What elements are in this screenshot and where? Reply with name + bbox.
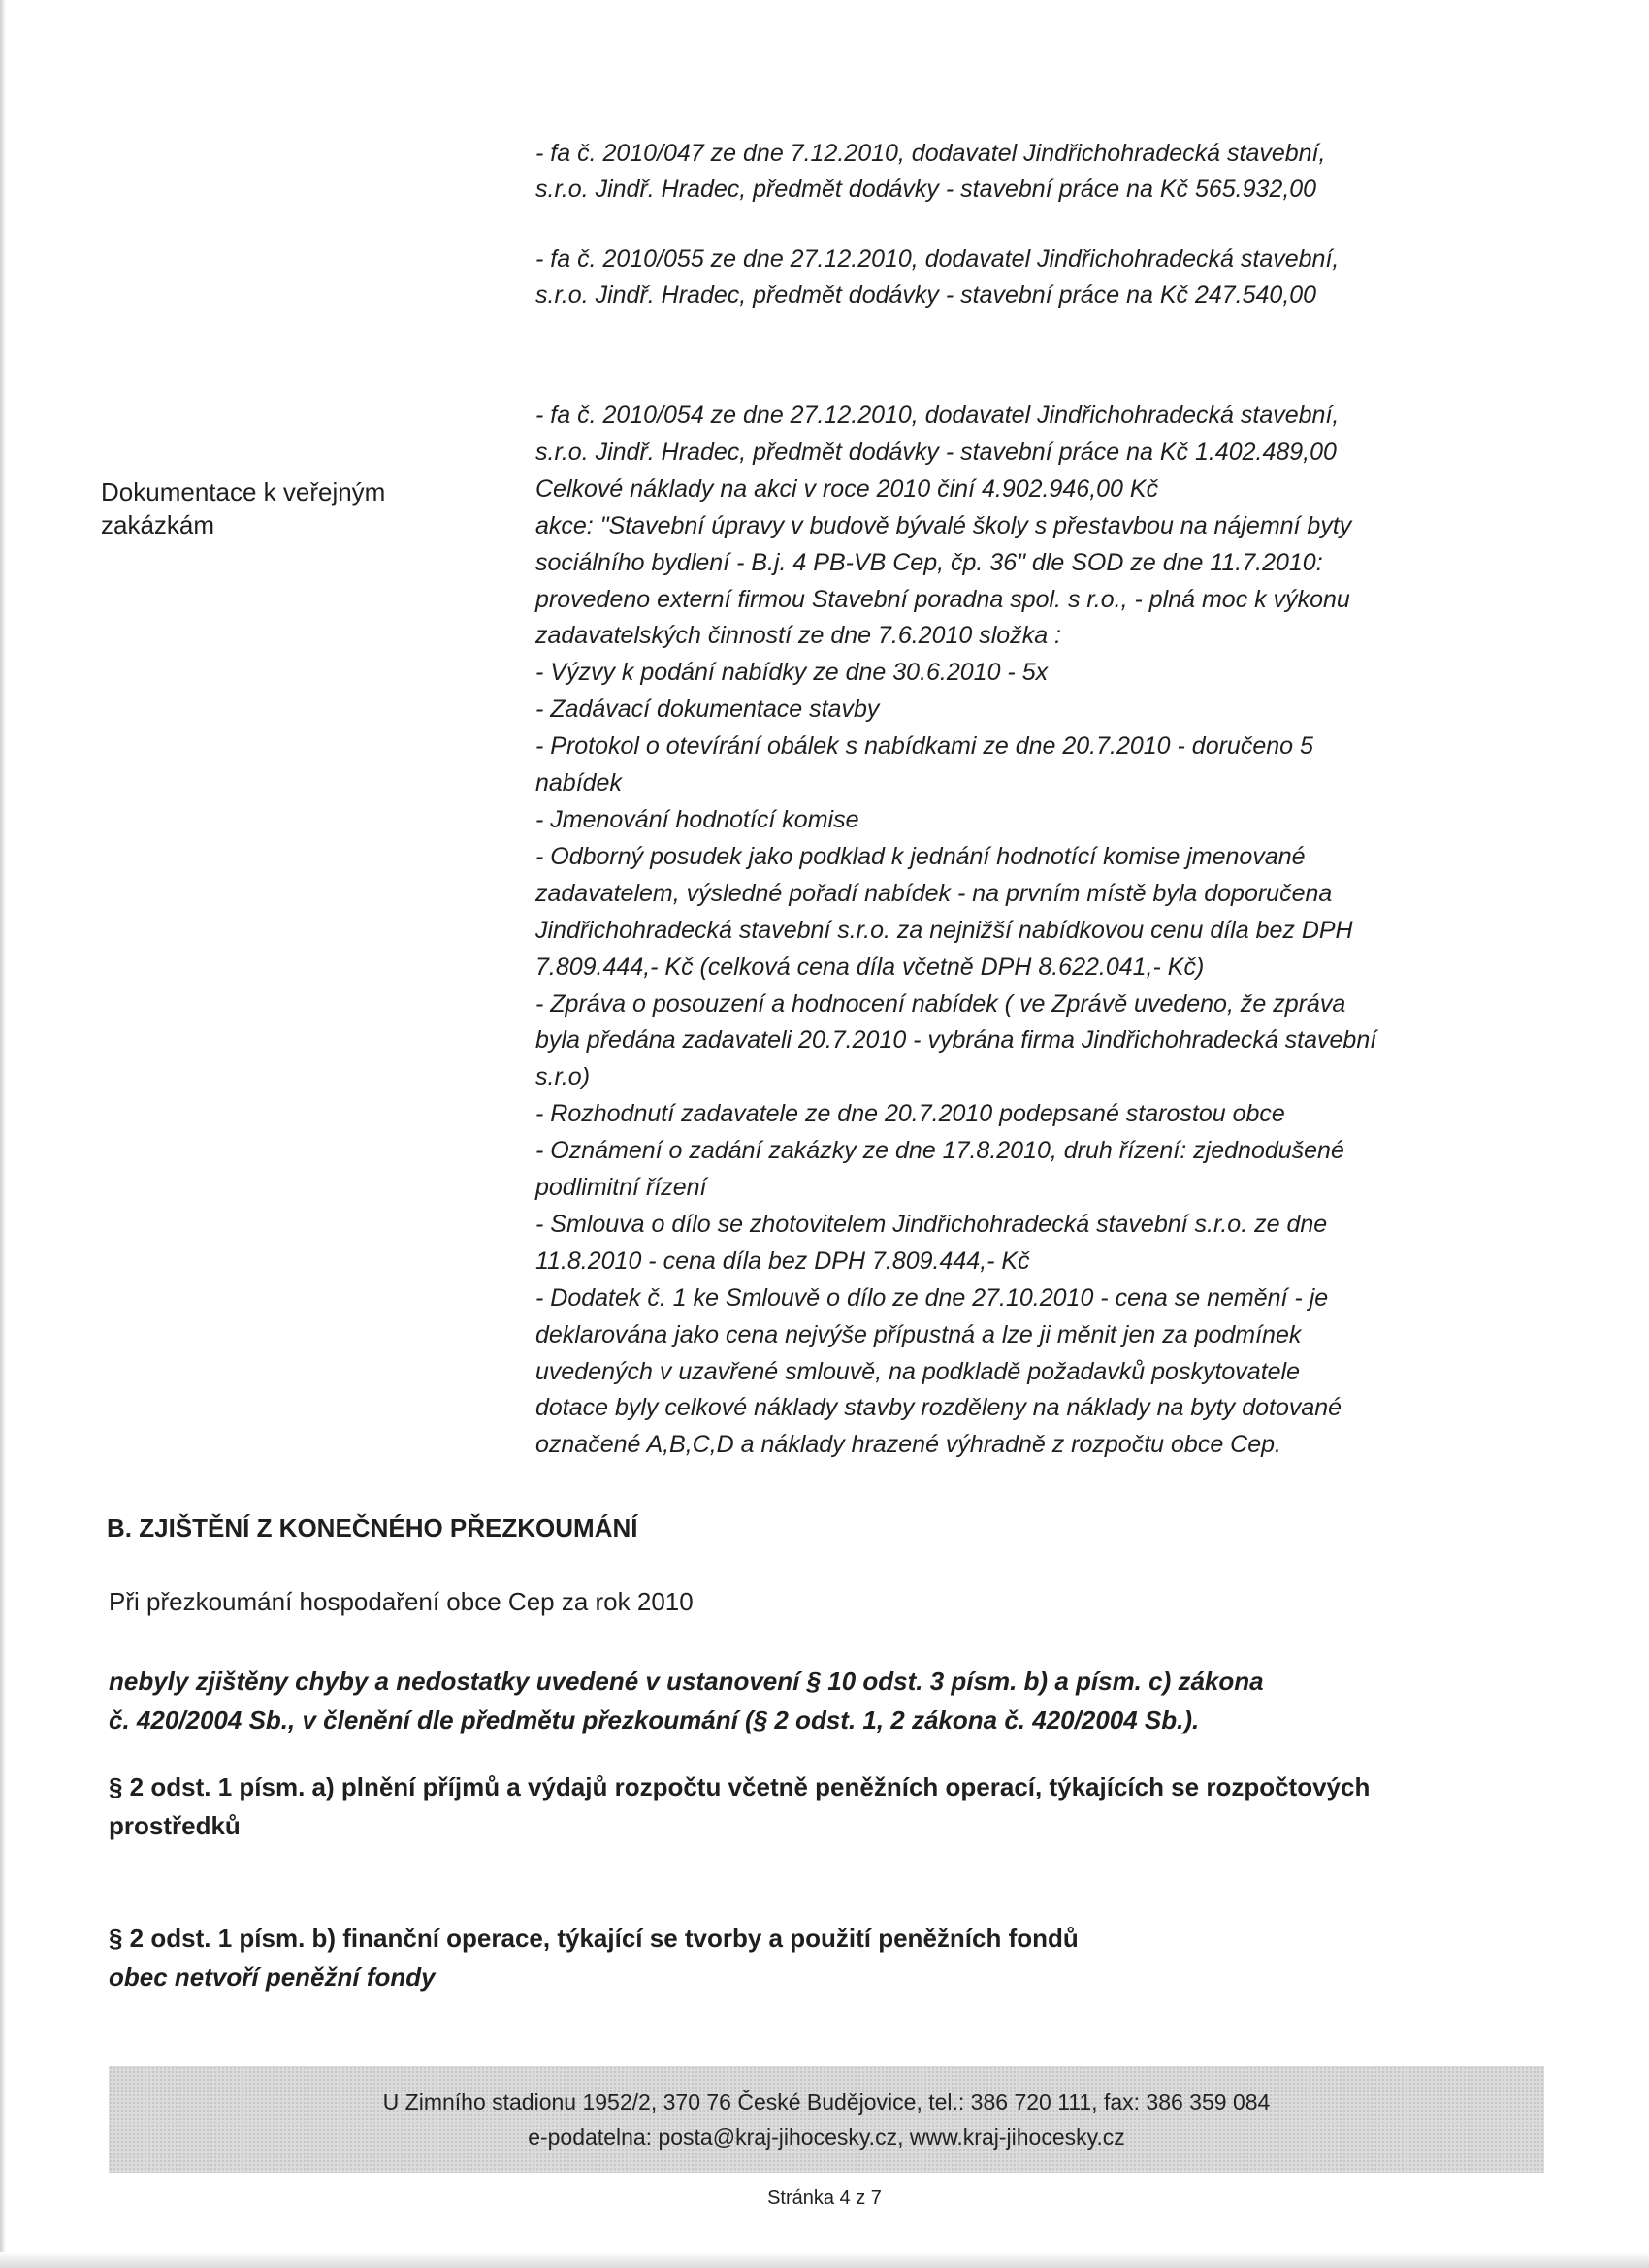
footer-band [109,2066,1544,2173]
scan-edge-left [0,0,6,2268]
procurement-documentation-text [535,398,1486,1464]
detail-line: - Oznámení o zadání zakázky ze dne 17.8.2010, druh řízení: zjednodušené [535,1137,1344,1165]
detail-line: - Jmenování hodnotící komise [535,805,859,833]
finding-line: č. 420/2004 Sb., v členění dle předmětu přezkoumání (§ 2 odst. 1, 2 zákona č. 420/2004 Sb.). [109,1705,1200,1734]
detail-line: sociálního bydlení - B.j. 4 PB-VB Cep, čp. 36" dle SOD ze dne 11.7.2010: [535,548,1323,576]
detail-line: provedeno externí firmou Stavební poradna spol. s r.o., - plná moc k výkonu [535,585,1350,613]
section-b-finding [109,1662,1486,1739]
section-label-line: Dokumentace k veřejným [101,477,386,506]
detail-line: - Smlouva o dílo se zhotovitelem Jindřichohradecká stavební s.r.o. ze dne [535,1210,1328,1238]
paragraph-title: § 2 odst. 1 písm. b) finanční operace, týkající se tvorby a použití peněžních fondů [109,1924,1079,1953]
detail-line: - Dodatek č. 1 ke Smlouvě o dílo ze dne 27.10.2010 - cena se nemění - je [535,1283,1329,1312]
invoice-entry [535,242,1486,313]
detail-line: zadavatelem, výsledné pořadí nabídek - na prvním místě byla doporučena [535,879,1333,907]
scan-edge-bottom [0,2252,1649,2268]
detail-line: - Rozhodnutí zadavatele ze dne 20.7.2010 podepsané starostou obce [535,1100,1285,1128]
invoice-line: - fa č. 2010/055 ze dne 27.12.2010, dodavatel Jindřichohradecká stavební, [535,245,1340,273]
detail-line: - Zadávací dokumentace stavby [535,696,880,724]
invoice-line: s.r.o. Jindř. Hradec, předmět dodávky - stavební práce na Kč 565.932,00 [535,176,1317,203]
detail-line: byla předána zadavateli 20.7.2010 - vybrána firma Jindřichohradecká stavební [535,1026,1377,1054]
detail-line: - fa č. 2010/054 ze dne 27.12.2010, dodavatel Jindřichohradecká stavební, [535,402,1340,429]
paragraph-note: obec netvoří peněžní fondy [109,1962,436,1992]
detail-line: Celkové náklady na akci v roce 2010 činí 4.902.946,00 Kč [535,474,1159,502]
detail-line: podlimitní řízení [535,1174,707,1202]
detail-line: - Odborný posudek jako podklad k jednání hodnotící komise jmenované [535,842,1306,870]
paragraph-line: prostředků [109,1811,241,1840]
paragraph-2-1-a [109,1767,1496,1845]
section-label [101,475,421,541]
detail-line: Jindřichohradecká stavební s.r.o. za nejnižší nabídkovou cenu díla bez DPH [535,916,1353,944]
invoice-list [535,136,1486,347]
invoice-line: s.r.o. Jindř. Hradec, předmět dodávky - stavební práce na Kč 247.540,00 [535,281,1317,308]
detail-line: s.r.o. Jindř. Hradec, předmět dodávky - stavební práce na Kč 1.402.489,00 [535,437,1337,466]
page-number: Stránka 4 z 7 [767,2187,882,2209]
invoice-entry [535,136,1486,208]
detail-line: nabídek [535,769,622,797]
detail-line: 7.809.444,- Kč (celková cena díla včetně DPH 8.622.041,- Kč) [535,953,1205,981]
detail-line: uvedených v uzavřené smlouvě, na podkladě požadavků poskytovatele [535,1357,1301,1385]
detail-line: 11.8.2010 - cena díla bez DPH 7.809.444,- Kč [535,1247,1030,1275]
footer-address: U Zimního stadionu 1952/2, 370 76 České Budějovice, tel.: 386 720 111, fax: 386 359 084 [382,2090,1271,2115]
invoice-line: - fa č. 2010/047 ze dne 7.12.2010, dodavatel Jindřichohradecká stavební, [535,140,1326,167]
detail-line: s.r.o) [535,1063,591,1091]
paragraph-line: § 2 odst. 1 písm. a) plnění příjmů a výdajů rozpočtu včetně peněžních operací, týkajících se rozpočtových [109,1772,1371,1801]
detail-line: deklarována jako cena nejvýše přípustná a lze ji měnit jen za podmínek [535,1320,1302,1348]
detail-line: označené A,B,C,D a náklady hrazené výhradně z rozpočtu obce Cep. [535,1431,1281,1459]
detail-line: dotace byly celkové náklady stavby rozděleny na náklady na byty dotované [535,1394,1342,1422]
detail-line: akce: "Stavební úpravy v budově bývalé školy s přestavbou na nájemní byty [535,511,1352,539]
section-b-intro: Při přezkoumání hospodaření obce Cep za rok 2010 [109,1587,694,1616]
footer-contact: e-podatelna: posta@kraj-jihocesky.cz, www.kraj-jihocesky.cz [528,2124,1125,2150]
section-label-line: zakázkám [101,510,215,539]
finding-line: nebyly zjištěny chyby a nedostatky uvedené v ustanovení § 10 odst. 3 písm. b) a písm. c) zákona [109,1667,1264,1696]
detail-line: - Protokol o otevírání obálek s nabídkami ze dne 20.7.2010 - doručeno 5 [535,732,1313,761]
detail-line: - Výzvy k podání nabídky ze dne 30.6.2010 - 5x [535,659,1049,687]
paragraph-2-1-b [109,1919,1079,1996]
detail-line: zadavatelských činností ze dne 7.6.2010 složka : [535,622,1061,650]
detail-line: - Zpráva o posouzení a hodnocení nabídek ( ve Zprávě uvedeno, že zpráva [535,989,1346,1018]
section-b-heading: B. ZJIŠTĚNÍ Z KONEČNÉHO PŘEZKOUMÁNÍ [107,1513,638,1542]
